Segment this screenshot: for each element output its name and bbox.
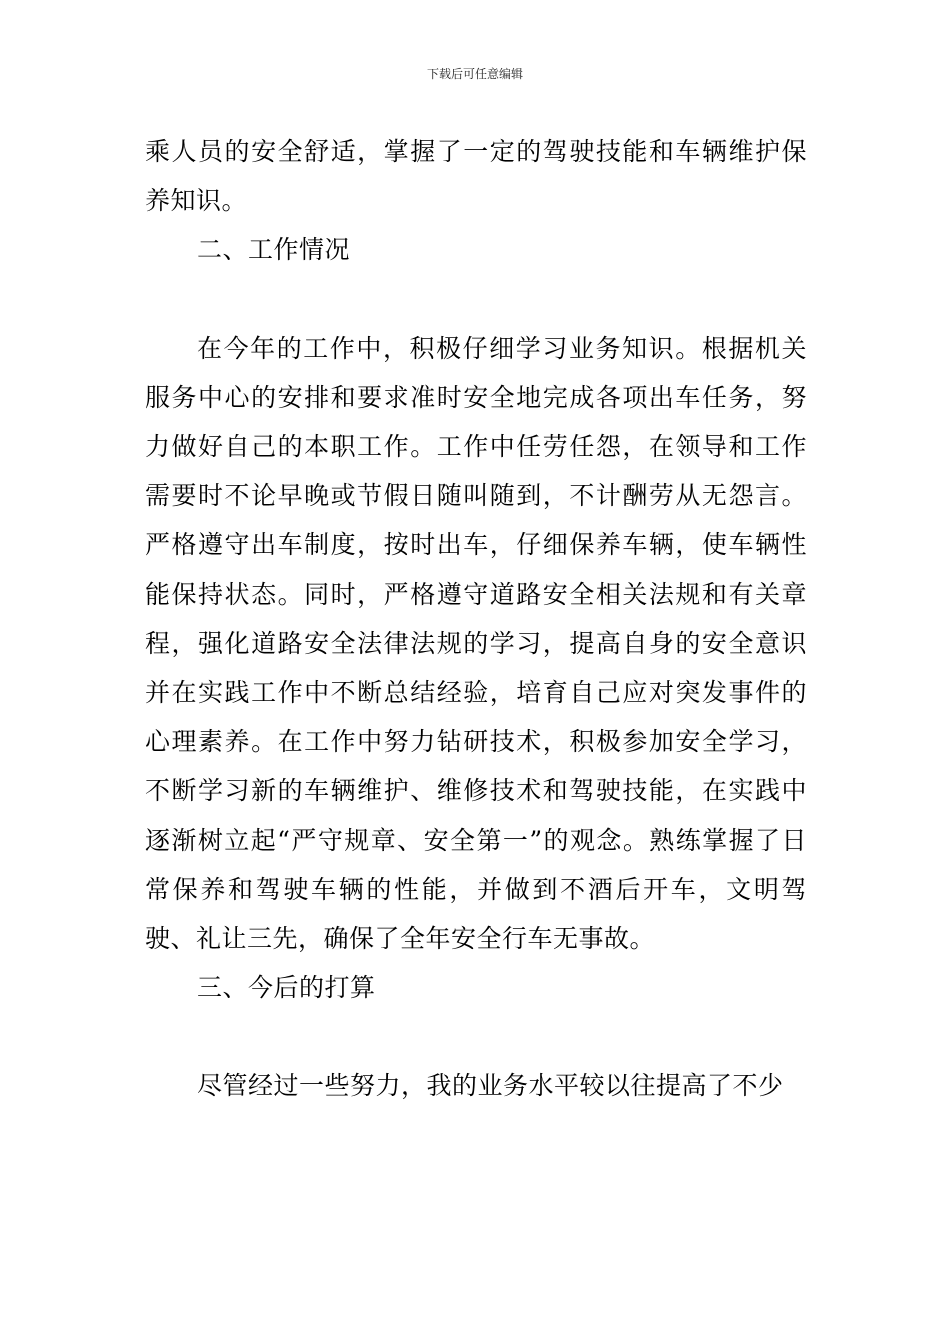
section-heading-future-plans: 三、今后的打算 [197, 973, 376, 1003]
paragraph-work-situation: 在今年的工作中，积极仔细学习业务知识。根据机关服务中心的安排和要求准时安全地完成各项出车任务，努力做好自己的本职工作。工作中任劳任怨，在领导和工作需要时不论早晚或节假日随叫随到，不计酬劳从无怨言。严格遵守出车制度，按时出车，仔细保养车辆，使车辆性能保持状态。同时，严格遵守道路安全相关法规和有关章程，强化道路安全法律法规的学习，提高自身的安全意识并在实践工作中不断总结经验，培育自己应对突发事件的心理素养。在工作中努力钻研技术，积极参加安全学习，不断学习新的车辆维护、维修技术和驾驶技能，在实践中逐渐树立起“严守规章、安全第一”的观念。熟练掌握了日常保养和驾驶车辆的性能，并做到不酒后开车，文明驾驶、礼让三先，确保了全年安全行车无事故。 [145, 333, 807, 954]
paragraph-continued: 乘人员的安全舒适，掌握了一定的驾驶技能和车辆维护保养知识。 [145, 137, 807, 216]
paragraph-future-plans: 尽管经过一些努力，我的业务水平较以往提高了不少 [197, 1071, 784, 1101]
section-heading-work-situation: 二、工作情况 [197, 235, 351, 265]
document-body [145, 127, 807, 1111]
page-header-note: 下载后可任意编辑 [426, 67, 523, 81]
